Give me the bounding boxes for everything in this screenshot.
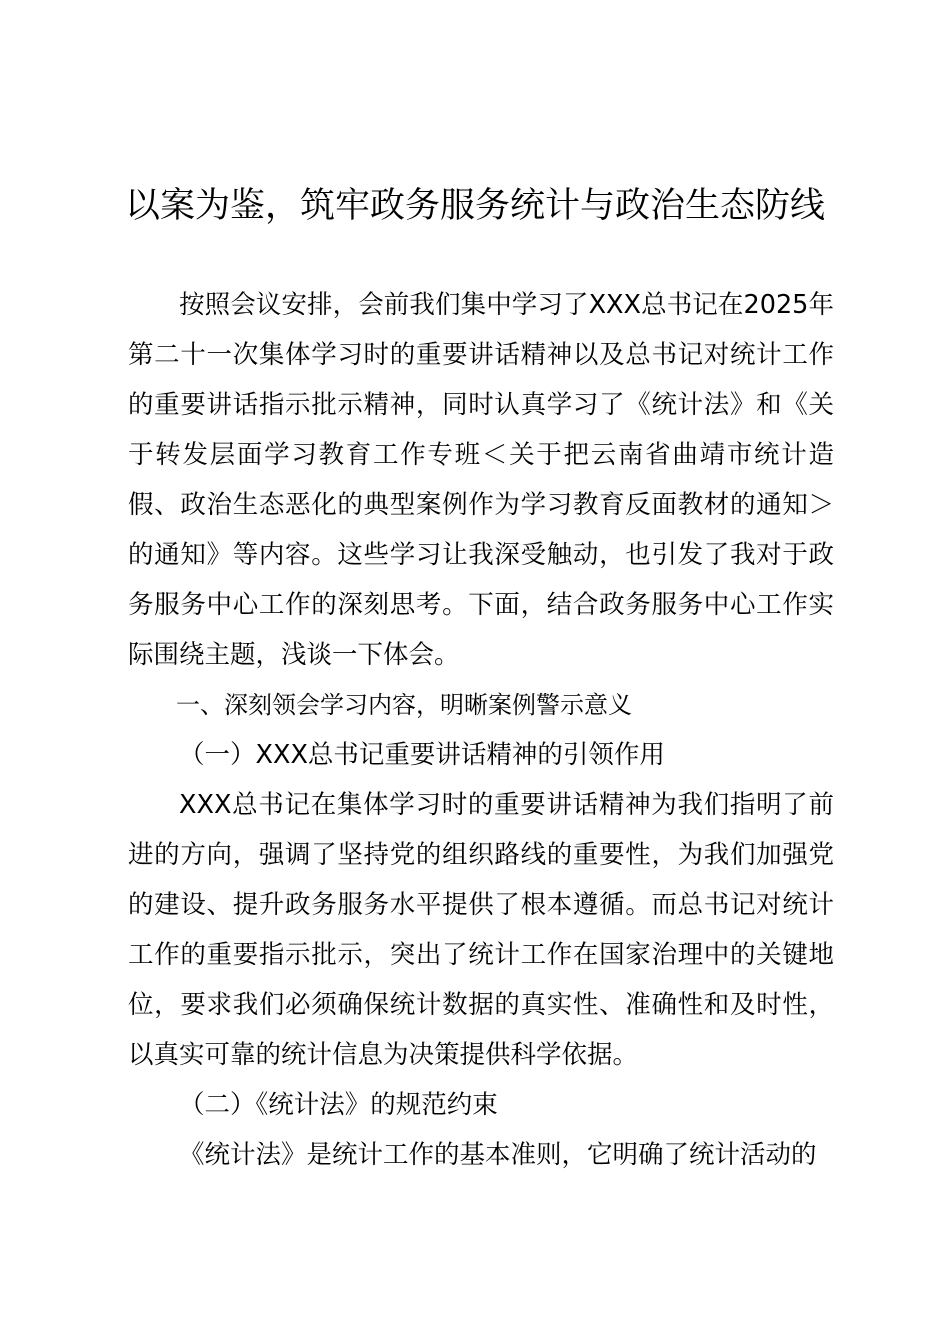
section-heading-1: 一、深刻领会学习内容，明晰案例警示意义 <box>176 691 632 719</box>
subsection-1-1-paragraph: XXX总书记在集体学习时的重要讲话精神为我们指明了前进的方向，强调了坚持党的组织路线的重要性，为我们加强党的建设、提升政务服务水平提供了根本遵循。而总书记对统计工作的重要指示批示，突出了统计工作在国家治理中的关键地位，要求我们必须确保统计数据的真实性、准确性和及时性，以真实可靠的统计信息为决策提供科学依据。 <box>128 790 834 1070</box>
document-body <box>128 280 834 1180</box>
subsection-heading-1-2: （二）《统计法》的规范约束 <box>179 1090 498 1120</box>
subsection-heading-1-1: （一）XXX总书记重要讲话精神的引领作用 <box>179 740 665 770</box>
document-title: 以案为鉴，筑牢政务服务统计与政治生态防线 <box>124 186 825 226</box>
subsection-1-2-paragraph: 《统计法》是统计工作的基本准则，它明确了统计活动的 <box>179 1140 817 1170</box>
intro-paragraph: 按照会议安排，会前我们集中学习了XXX总书记在2025年第二十一次集体学习时的重要讲话精神以及总书记对统计工作的重要讲话指示批示精神，同时认真学习了《统计法》和《关于转发层面学习教育工作专班＜关于把云南省曲靖市统计造假、政治生态恶化的典型案例作为学习教育反面教材的通知＞的通知》等内容。这些学习让我深受触动，也引发了我对于政务服务中心工作的深刻思考。下面，结合政务服务中心工作实际围绕主题，浅谈一下体会。 <box>128 290 834 670</box>
